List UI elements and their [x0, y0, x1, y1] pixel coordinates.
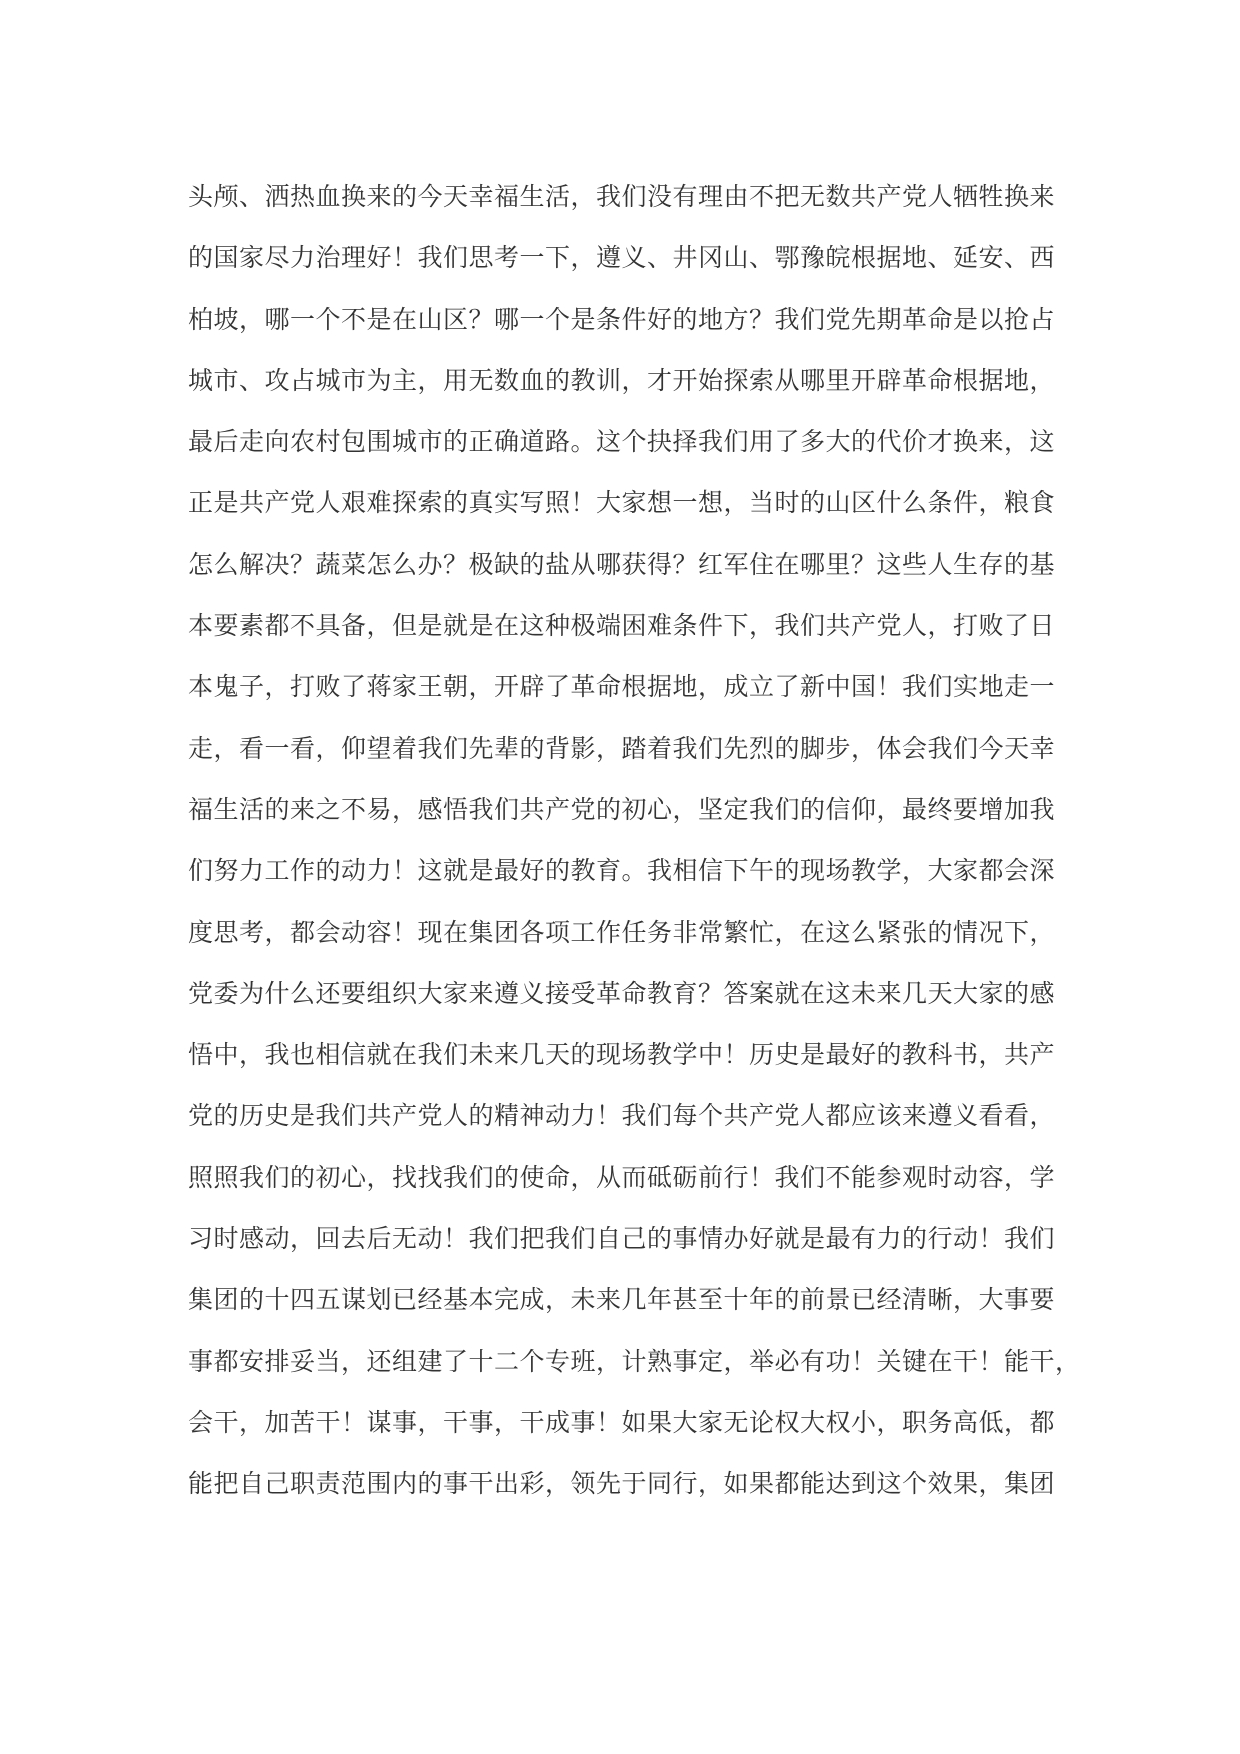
- text-line: 照照我们的初心，找找我们的使命，从而砥砺前行！我们不能参观时动容，学: [188, 1162, 1056, 1192]
- text-line: 福生活的来之不易，感悟我们共产党的初心，坚定我们的信仰，最终要增加我: [188, 794, 1056, 824]
- text-line: 党委为什么还要组织大家来遵义接受革命教育？答案就在这未来几天大家的感: [188, 978, 1056, 1008]
- text-line: 城市、攻占城市为主，用无数血的教训，才开始探索从哪里开辟革命根据地，: [188, 365, 1056, 395]
- text-line: 会干，加苦干！谋事，干事，干成事！如果大家无论权大权小，职务高低，都: [188, 1407, 1056, 1437]
- text-line: 集团的十四五谋划已经基本完成，未来几年甚至十年的前景已经清晰，大事要: [188, 1285, 1056, 1315]
- text-line: 正是共产党人艰难探索的真实写照！大家想一想，当时的山区什么条件，粮食: [188, 488, 1056, 518]
- text-line: 能把自己职责范围内的事干出彩，领先于同行，如果都能达到这个效果，集团: [188, 1469, 1056, 1499]
- text-line: 的国家尽力治理好！我们思考一下，遵义、井冈山、鄂豫皖根据地、延安、西: [188, 243, 1056, 273]
- text-line: 悟中，我也相信就在我们未来几天的现场教学中！历史是最好的教科书，共产: [188, 1040, 1056, 1070]
- text-line: 走，看一看，仰望着我们先辈的背影，踏着我们先烈的脚步，体会我们今天幸: [188, 733, 1056, 763]
- text-line: 头颅、洒热血换来的今天幸福生活，我们没有理由不把无数共产党人牺牲换来: [188, 182, 1056, 211]
- text-line: 度思考，都会动容！现在集团各项工作任务非常繁忙，在这么紧张的情况下，: [188, 917, 1056, 947]
- text-line: 们努力工作的动力！这就是最好的教育。我相信下午的现场教学，大家都会深: [188, 856, 1056, 886]
- text-line: 柏坡，哪一个不是在山区？哪一个是条件好的地方？我们党先期革命是以抢占: [188, 304, 1056, 334]
- text-line: 事都安排妥当，还组建了十二个专班，计熟事定，举必有功！关键在干！能干，: [188, 1346, 1081, 1376]
- text-line: 怎么解决？蔬菜怎么办？极缺的盐从哪获得？红军住在哪里？这些人生存的基: [188, 549, 1056, 579]
- text-line: 党的历史是我们共产党人的精神动力！我们每个共产党人都应该来遵义看看，: [188, 1101, 1056, 1131]
- text-line: 习时感动，回去后无动！我们把我们自己的事情办好就是最有力的行动！我们: [188, 1224, 1056, 1254]
- text-line: 本要素都不具备，但是就是在这种极端困难条件下，我们共产党人，打败了日: [188, 611, 1056, 641]
- body-text: [188, 166, 1088, 1515]
- text-line: 最后走向农村包围城市的正确道路。这个抉择我们用了多大的代价才换来，这: [188, 427, 1056, 457]
- text-line: 本鬼子，打败了蒋家王朝，开辟了革命根据地，成立了新中国！我们实地走一: [188, 672, 1056, 702]
